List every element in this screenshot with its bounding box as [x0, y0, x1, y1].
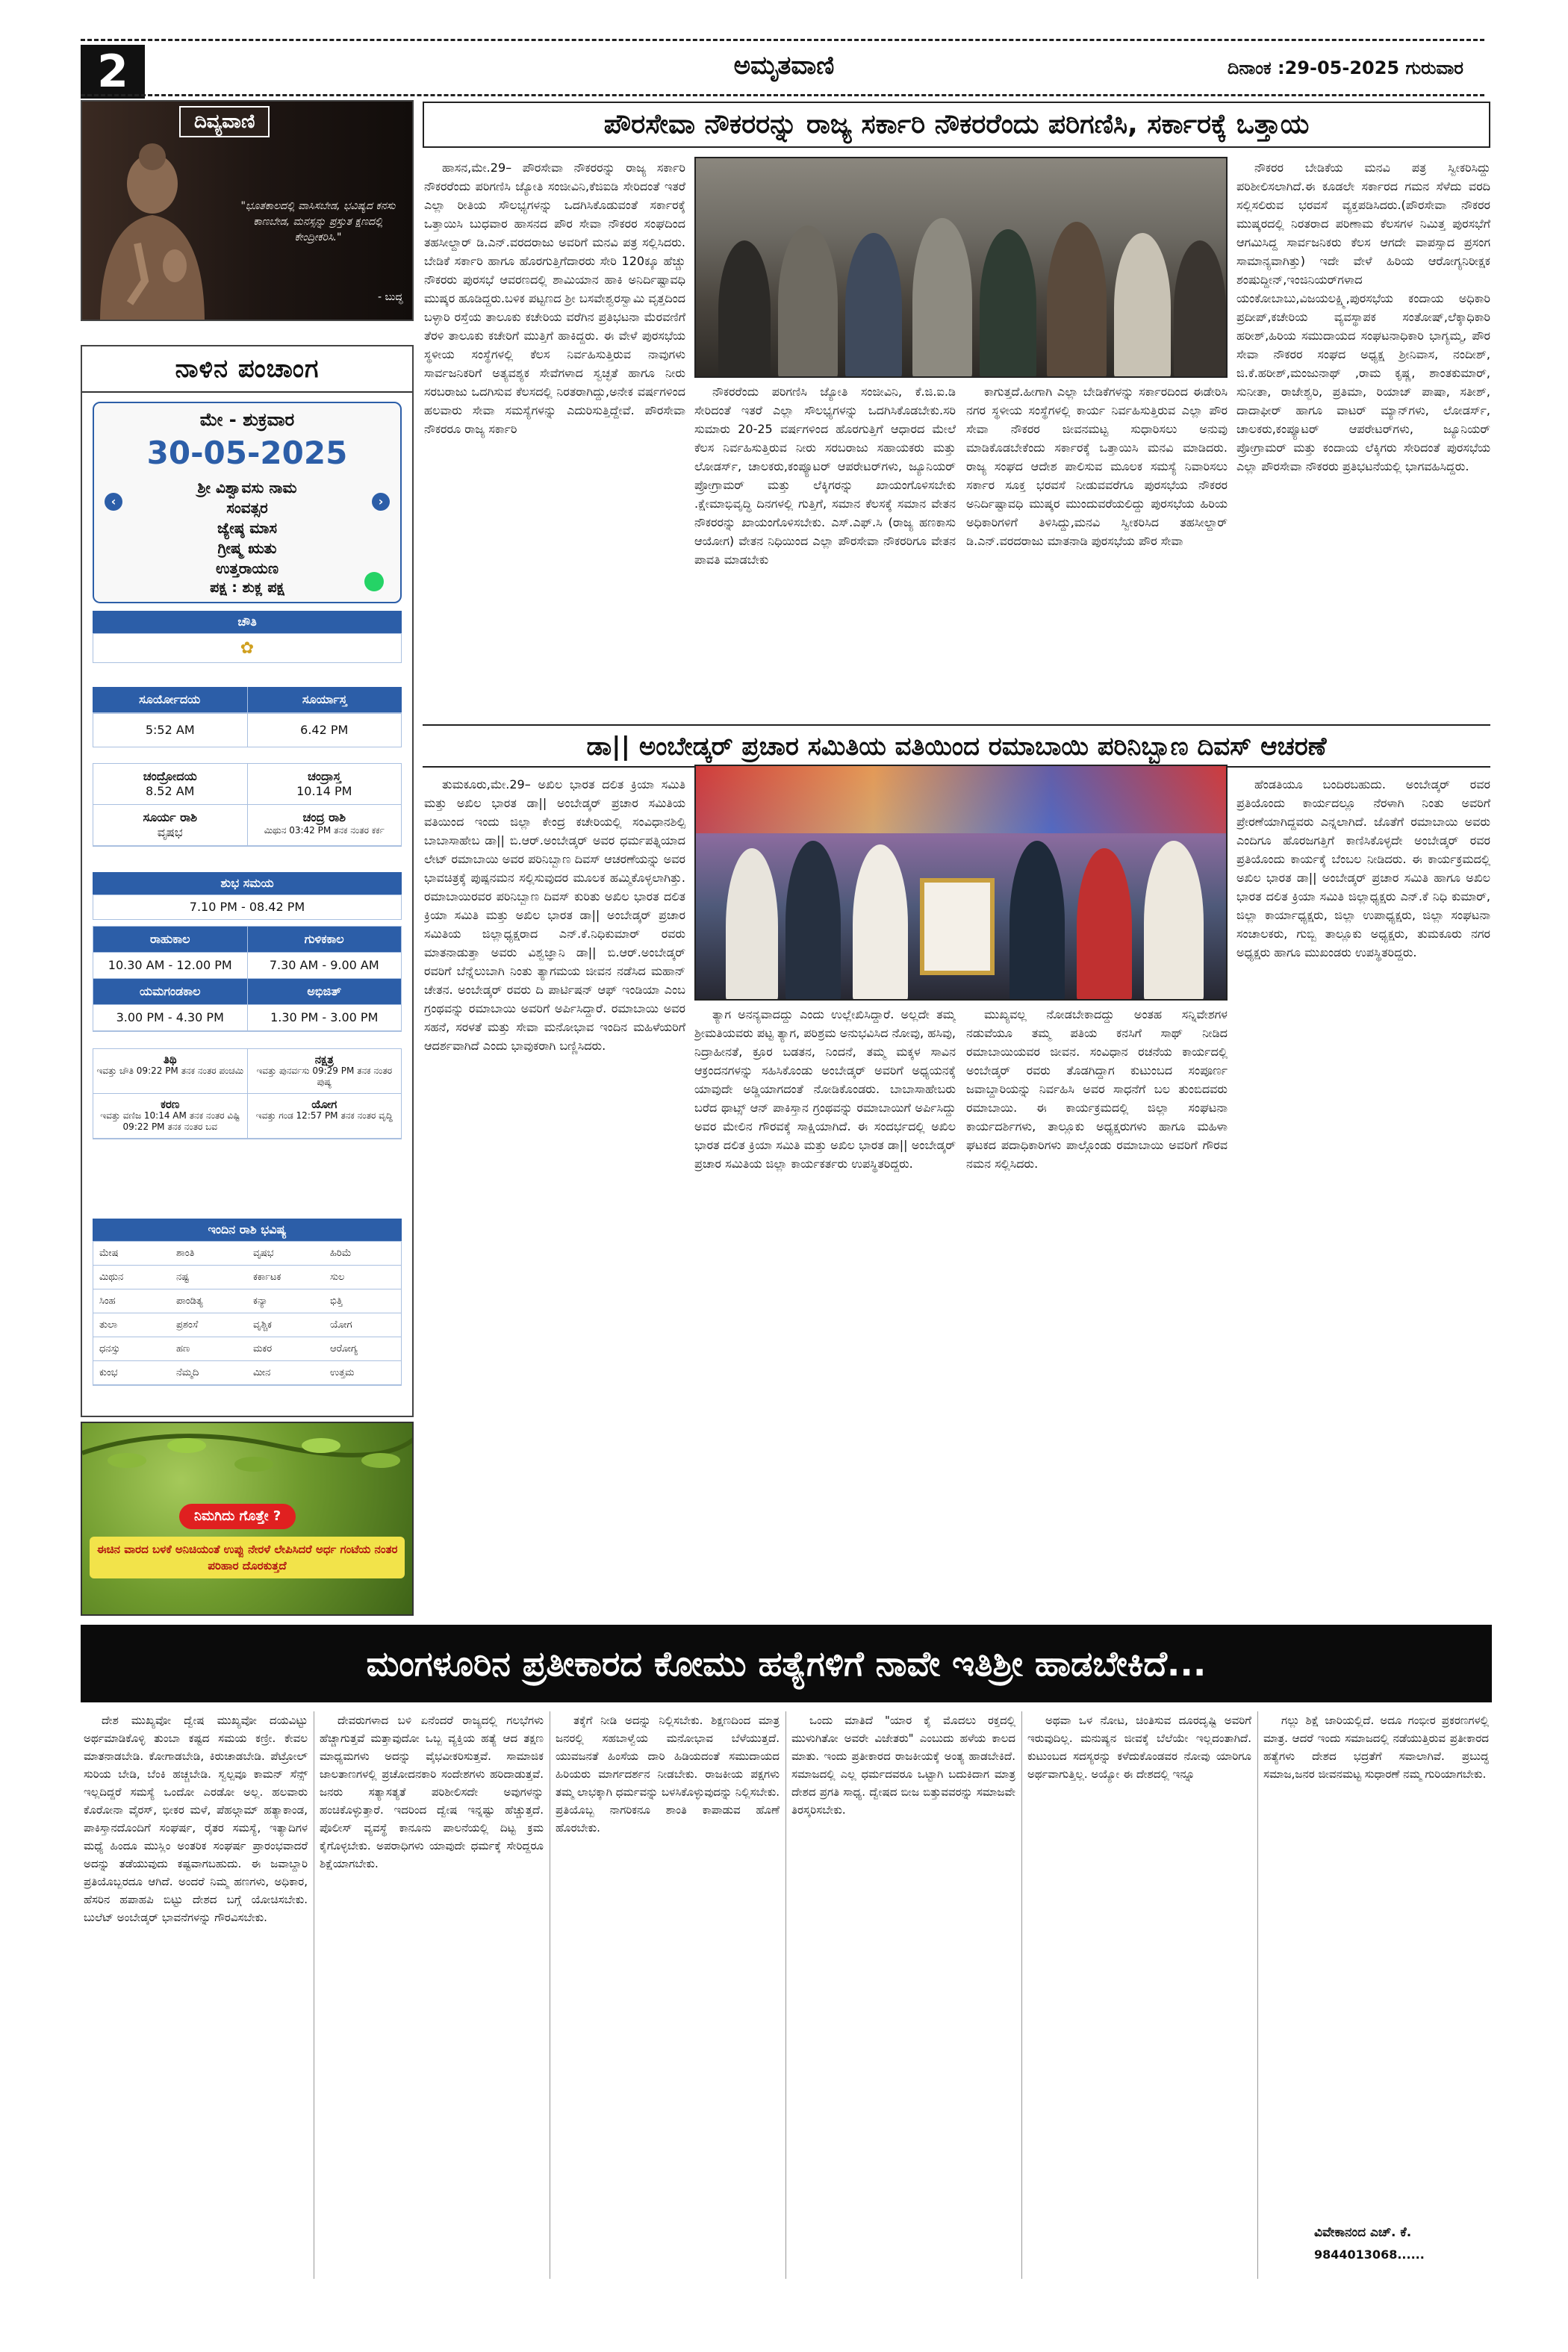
buddha-statue-image	[85, 131, 220, 321]
editorial-column-3	[556, 1711, 780, 2279]
moonset-label: ಚಂದ್ರಾಸ್ತ	[307, 769, 341, 783]
rashi-prediction: ಸುಲ	[324, 1266, 401, 1289]
editorial-column-5	[1027, 1711, 1251, 2279]
did-you-know-ad	[81, 1422, 414, 1616]
rashi-prediction: ಪಾಂಡಿತ್ಯ	[170, 1289, 247, 1313]
article2-headline: ಡಾ|| ಅಂಬೇಡ್ಕರ್ ಪ್ರಚಾರ ಸಮಿತಿಯ ವತಿಯಿಂದ ರಮಾಬಾಯಿ ಪರಿನಿಬ್ಬಾಣ ದಿವಸ್ ಆಚರಣೆ	[423, 724, 1490, 768]
rashi-name: ವೃಷಭ	[247, 1242, 324, 1266]
rashi-title: ಇಂದಿನ ರಾಶಿ ಭವಿಷ್ಯ	[93, 1219, 402, 1241]
kala-table	[93, 926, 402, 1032]
previous-day-arrow-icon: ‹	[105, 493, 122, 511]
rashi-bhavishya-table	[93, 1219, 402, 1386]
shubha-samaya-table	[93, 872, 402, 920]
rashi-name: ತುಲಾ	[93, 1313, 170, 1337]
tithi-label: ಚೌತಿ	[93, 611, 402, 633]
article2-column-2	[694, 1005, 956, 1614]
divyavani-label: ದಿವ್ಯವಾಣಿ	[179, 106, 270, 137]
moonset-time: 10.14 PM	[296, 784, 352, 798]
moonrise-time: 8.52 AM	[146, 784, 195, 798]
article2-event-photo	[694, 765, 1228, 1001]
yoga-detail: ಇವತ್ತು ಗಂಡ 12:57 PM ತನಕ ನಂತರ ವೃದ್ಧಿ	[255, 1110, 393, 1121]
article1-text-2: ನೌಕರರೆಂದು ಪರಿಗಣಿಸಿ ಜ್ಯೋತಿ ಸಂಜೀವಿನಿ, ಕೆ.ಜಿ.ಐ.ಡಿ ಸೇರಿದಂತೆ ಇತರೆ ಎಲ್ಲಾ ಸೌಲಭ್ಯಗಳನ್ನು ಒದಗಿಸಿಕೊಡಬೇಕು.ಸರಿ ಸುಮಾರು 20-25 ವರ್ಷಗಳಿಂದ ಹೊರಗುತ್ತಿಗೆ ಆಧಾರದ ಮೇಲೆ ಕೆಲಸ ನಿರ್ವಹಿಸುತ್ತಿರುವ ನೀರು ಸರಬರಾಜು ಸಹಾಯಕರು ಮತ್ತು ಲೋಡರ್ಸ್, ಚಾಲಕರು,ಕಂಪ್ಯೂಟರ್ ಆಪರೇಟರ್‌ಗಳು, ಜ್ಯೂನಿಯರ್ ಪ್ರೋಗ್ರಾಮರ್ ಮತ್ತು ಲೆಕ್ಕಿಗರನ್ನು ಖಾಯಂಗೊಳಿಸಬೇಕು .ಕ್ಷೇಮಾಭಿವೃದ್ಧಿ ದಿನಗಳಲ್ಲಿ ಗುತ್ತಿಗೆ, ಸಮಾನ ಕೆಲಸಕ್ಕೆ ಸಮಾನ ವೇತನ ನೌಕರರನ್ನು ಖಾಯಂಗೊಳಿಸಬೇಕು. ಎಸ್.ಎಫ್.ಸಿ (ರಾಜ್ಯ ಹಣಕಾಸು ಆಯೋಗ) ವೇತನ ನಿಧಿಯಿಂದ ಎಲ್ಲಾ ಪೌರಸೇವಾ ನೌಕರರಿಗೂ ವೇತನ ಪಾವತಿ ಮಾಡಬೇಕು	[694, 385, 956, 567]
rashi-name: ಮಕರ	[247, 1337, 324, 1361]
yamaganda-label: ಯಮಗಂಡಕಾಲ	[93, 979, 248, 1004]
ad-text: ಈಚಿನ ವಾರದ ಬಳಕೆ ಅನಿಚಿಯಂತೆ ಉಪ್ಪು ನೇರಳೆ ಲೇಪಿಸಿದರೆ ಅರ್ಧ ಗಂಟೆಯ ನಂತರ ಪರಿಹಾರ ದೊರಕುತ್ತದೆ	[90, 1537, 405, 1578]
moon-times-table	[93, 763, 402, 847]
ayana: ಉತ್ತರಾಯಣ	[215, 559, 279, 577]
divyavani-box	[81, 100, 414, 321]
rashi-prediction: ಶಾಂತಿ	[170, 1242, 247, 1266]
gulikakala-label: ಗುಳಿಕಕಾಲ	[248, 927, 402, 952]
editorial-text-3: ತಕ್ಕೆಗೆ ನೀಡಿ ಅದನ್ನು ನಿಲ್ಲಿಸಬೇಕು. ಶಿಕ್ಷಣದಿಂದ ಮಾತ್ರ ಜನರಲ್ಲಿ ಸಹಬಾಳ್ವೆಯ ಮನೋಭಾವ ಬೆಳೆಯುತ್ತದೆ. ಯುವಜನತೆ ಹಿಂಸೆಯ ದಾರಿ ಹಿಡಿಯದಂತೆ ಸಮುದಾಯದ ಹಿರಿಯರು ಮಾರ್ಗದರ್ಶನ ನೀಡಬೇಕು. ರಾಜಕೀಯ ಪಕ್ಷಗಳು ತಮ್ಮ ಲಾಭಕ್ಕಾಗಿ ಧರ್ಮವನ್ನು ಬಳಸಿಕೊಳ್ಳುವುದನ್ನು ನಿಲ್ಲಿಸಬೇಕು. ಪ್ರತಿಯೊಬ್ಬ ನಾಗರಿಕನೂ ಶಾಂತಿ ಕಾಪಾಡುವ ಹೊಣೆ ಹೊರಬೇಕು.	[556, 1714, 780, 1835]
whatsapp-icon	[364, 572, 384, 591]
moonrise-cell	[93, 764, 248, 804]
sunrise-label: ಸೂರ್ಯೋದಯ	[93, 687, 248, 712]
rashi-name: ವೃಶ್ಚಿಕ	[247, 1313, 324, 1337]
article2-column-3	[966, 1005, 1228, 1614]
sun-times-table	[93, 687, 402, 747]
issue-date: ದಿನಾಂಕ :29-05-2025 ಗುರುವಾರ	[1227, 57, 1463, 78]
leaves-image	[82, 1423, 414, 1505]
column-divider	[1257, 1711, 1258, 2279]
article2-text-4: ಹೆಂಡತಿಯೂ ಬಂದಿರಬಹುದು. ಅಂಬೇಡ್ಕರ್ ರವರ ಪ್ರತಿಯೊಂದು ಕಾರ್ಯದಲ್ಲೂ ನೆರಳಾಗಿ ನಿಂತು ಅವರಿಗೆ ಪ್ರೇರಣೆಯಾಗಿದ್ದವರು ಎನ್ನಲಾಗಿದೆ. ಜೊತೆಗೆ ರಮಾಬಾಯಿ ಅವರು ಎಂದಿಗೂ ಹೊರಜಗತ್ತಿಗೆ ಕಾಣಿಸಿಕೊಳ್ಳದೇ ಅಂಬೇಡ್ಕರ್ ರವರ ಪ್ರತಿಯೊಂದು ಕಾರ್ಯಕ್ಕೆ ಬೆಂಬಲ ನೀಡಿದರು. ಈ ಕಾರ್ಯಕ್ರಮದಲ್ಲಿ ಅಖಿಲ ಭಾರತ ಡಾ|| ಅಂಬೇಡ್ಕರ್ ಪ್ರಚಾರ ಸಮಿತಿ ಹಾಗೂ ಅಖಿಲ ಭಾರತ ದಲಿತ ಕ್ರಿಯಾ ಸಮಿತಿ ಜಿಲ್ಲಾಧ್ಯಕ್ಷರು ಎನ್.ಕೆ ನಿಧಿ ಕುಮಾರ್, ಜಿಲ್ಲಾ ಕಾರ್ಯಾಧ್ಯಕ್ಷರು, ಜಿಲ್ಲಾ ಉಪಾಧ್ಯಕ್ಷರು, ಜಿಲ್ಲಾ ಸಂಘಟನಾ ಸಂಚಾಲಕರು, ಗುಬ್ಬಿ ತಾಲ್ಲೂಕು ಅಧ್ಯಕ್ಷರು, ತುಮಕೂರು ನಗರ ಅಧ್ಯಕ್ಷರು ಹಾಗೂ ಮುಖಂಡರು ಉಪಸ್ಥಿತರಿದ್ದರು.	[1236, 777, 1490, 959]
buddha-quote: "ಭೂತಕಾಲದಲ್ಲಿ ವಾಸಿಸಬೇಡ, ಭವಿಷ್ಯದ ಕನಸು ಕಾಣಬೇಡ, ಮನಸ್ಸನ್ನು ಪ್ರಸ್ತುತ ಕ್ಷಣದಲ್ಲಿ ಕೇಂದ್ರೀಕರಿಸಿ."	[240, 200, 396, 243]
yoga-head: ಯೋಗ	[311, 1098, 337, 1111]
rashi-prediction: ನೆಮ್ಮದಿ	[170, 1361, 247, 1385]
tithi-nakshatra-table	[93, 1048, 402, 1139]
editorial-headline: ಮಂಗಳೂರಿನ ಪ್ರತೀಕಾರದ ಕೋಮು ಹತ್ಯೆಗಳಿಗೆ ನಾವೇ ಇತಿಶ್ರೀ ಹಾಡಬೇಕಿದೆ...	[81, 1625, 1492, 1702]
tithi-banner	[93, 611, 402, 663]
rashi-prediction: ಹಿರಿಮೆ	[324, 1242, 401, 1266]
article2-text-1: ತುಮಕೂರು,ಮೇ.29– ಅಖಿಲ ಭಾರತ ದಲಿತ ಕ್ರಿಯಾ ಸಮಿತಿ ಮತ್ತು ಅಖಿಲ ಭಾರತ ಡಾ|| ಅಂಬೇಡ್ಕರ್ ಪ್ರಚಾರ ಸಮಿತಿಯ ವತಿಯಿಂದ ಇಂದು ಜಿಲ್ಲಾ ಕೇಂದ್ರ ಕಚೇರಿಯಲ್ಲಿ ಸಂವಿಧಾನಶಿಲ್ಪಿ ಬಾಬಾಸಾಹೇಬ ಡಾ|| ಬಿ.ಆರ್.ಅಂಬೇಡ್ಕರ್ ಅವರ ಧರ್ಮಪತ್ನಿಯಾದ ಲೇಟ್ ರಮಾಬಾಯಿ ಅವರ ಪರಿನಿಬ್ಬಾಣ ದಿವಸ್ ಆಚರಣೆಯನ್ನು ಅವರ ಭಾವಚಿತ್ರಕ್ಕೆ ಪುಷ್ಪನಮನ ಸಲ್ಲಿಸುವುದರ ಮೂಲಕ ಹಮ್ಮಿಕೊಳ್ಳಲಾಗಿತ್ತು. ರಮಾಬಾಯಿರವರ ಪರಿನಿಬ್ಬಾಣ ದಿವಸ್ ಕುರಿತು ಅಖಿಲ ಭಾರತ ದಲಿತ ಕ್ರಿಯಾ ಸಮಿತಿ ಮತ್ತು ಅಖಿಲ ಭಾರತ ಡಾ|| ಅಂಬೇಡ್ಕರ್ ಪ್ರಚಾರ ಸಮಿತಿಯ ಜಿಲ್ಲಾಧ್ಯಕ್ಷರಾದ ಎನ್.ಕೆ.ನಿಧಿಕುಮಾರ್ ರವರು ಮಾತನಾಡುತ್ತಾ ಅವರು ವಿಶ್ವಜ್ಞಾನಿ ಡಾ|| ಬಿ.ಆರ್.ಅಂಬೇಡ್ಕರ್ ರವರಿಗೆ ಬೆನ್ನೆಲುಬಾಗಿ ನಿಂತು ತ್ಯಾಗಮಯ ಜೀವನ ನಡೆಸಿದ ಮಹಾನ್ ಚೇತನ. ಅಂಬೇಡ್ಕರ್ ರವರು ದಿ ಪಾರ್ಟಿಷನ್ ಆಫ್ ಇಂಡಿಯಾ ಎಂಬ ಗ್ರಂಥವನ್ನು ರಮಾಬಾಯಿ ಅವರಿಗೆ ಅರ್ಪಿಸಿದ್ದಾರೆ. ರಮಾಬಾಯಿ ಅವರ ಸಹನೆ, ಸರಳತೆ ಮತ್ತು ಸೇವಾ ಮನೋಭಾವ ಇಂದಿನ ಮಹಿಳೆಯರಿಗೆ ಆದರ್ಶವಾಗಿದೆ ಎಂದು ಭಾವುಕರಾಗಿ ಬಣ್ಣಿಸಿದರು.	[424, 777, 685, 1053]
tithi-head: ತಿಥಿ	[163, 1053, 177, 1066]
tithi-detail: ಇವತ್ತು ಚೌತಿ 09:22 PM ತನಕ ನಂತರ ಪಂಚಮಿ	[96, 1065, 244, 1076]
editorial-column-4	[791, 1711, 1015, 2279]
article1-protest-photo	[694, 157, 1228, 378]
abhijit-label: ಅಭಿಜಿತ್	[248, 979, 402, 1004]
did-you-know-badge: ನಿಮಗಿದು ಗೊತ್ತೇ ?	[179, 1504, 296, 1529]
ganesha-icon: ✿	[93, 633, 402, 663]
rama-bai-portrait	[920, 878, 995, 975]
editorial-column-6	[1263, 1711, 1489, 2197]
article1-column-4	[1236, 158, 1490, 717]
nakshatra-cell	[248, 1049, 402, 1093]
next-day-arrow-icon: ›	[372, 493, 390, 511]
karana-head: ಕರಣ	[161, 1098, 180, 1111]
rashi-prediction: ಯೋಗ	[324, 1313, 401, 1337]
shubha-time: 7.10 PM - 08.42 PM	[93, 895, 402, 920]
karana-detail: ಇವತ್ತು ವಣಿಜ 10:14 AM ತನಕ ನಂತರ ವಿಷ್ಟಿ 09:22 PM ತನಕ ನಂತರ ಬವ	[100, 1110, 240, 1132]
moonrise-label: ಚಂದ್ರೋದಯ	[143, 769, 197, 783]
shubha-label: ಶುಭ ಸಮಯ	[93, 872, 402, 895]
moonset-cell	[248, 764, 402, 804]
rashi-prediction: ಉತ್ತಮ	[324, 1361, 401, 1385]
panchanga-box	[81, 345, 414, 1417]
paksha: ಪಕ್ಷ : ಶುಕ್ಲ ಪಕ್ಷ	[210, 579, 284, 596]
chandra-rashi-cell	[248, 805, 402, 845]
karana-cell	[93, 1094, 248, 1138]
sunset-label: ಸೂರ್ಯಾಸ್ತ	[248, 687, 402, 712]
samvatsara-label: ಸಂವತ್ಸರ	[226, 499, 268, 517]
chandra-rashi-label: ಚಂದ್ರ ರಾಶಿ	[302, 810, 346, 824]
newspaper-title: ಅಮೃತವಾಣಿ	[733, 51, 835, 81]
column-divider	[785, 1711, 786, 2279]
calendar-details	[94, 478, 400, 579]
abhijit-time: 1.30 PM - 3.00 PM	[270, 1010, 379, 1024]
rahukala-time: 10.30 AM - 12.00 PM	[93, 953, 248, 978]
article1-headline: ಪೌರಸೇವಾ ನೌಕರರನ್ನು ರಾಜ್ಯ ಸರ್ಕಾರಿ ನೌಕರರೆಂದು ಪರಿಗಣಿಸಿ, ಸರ್ಕಾರಕ್ಕೆ ಒತ್ತಾಯ	[423, 102, 1490, 148]
rashi-name: ಮಿಥುನ	[93, 1266, 170, 1289]
nakshatra-head: ನಕ್ಷತ್ರ	[314, 1053, 334, 1066]
gulikakala-time: 7.30 AM - 9.00 AM	[269, 958, 379, 972]
rashi-name: ಧನಸ್ಸು	[93, 1337, 170, 1361]
article1-column-3	[966, 382, 1228, 717]
panchanga-calendar-card	[93, 402, 402, 603]
article2-text-2: ತ್ಯಾಗ ಅನನ್ಯವಾದದ್ದು ಎಂದು ಉಲ್ಲೇಖಿಸಿದ್ದಾರೆ. ಅಲ್ಲದೇ ತಮ್ಮ ಶ್ರೀಮತಿಯವರು ಪಟ್ಟ ತ್ಯಾಗ, ಪರಿಶ್ರಮ ಅನುಭವಿಸಿದ ನೋವು, ಹಸಿವು, ನಿದ್ರಾಹೀನತೆ, ಕ್ರೂರ ಬಡತನ, ನಿಂದನೆ, ತಮ್ಮ ಮಕ್ಕಳ ಸಾವಿನ ಆಕ್ರಂದನಗಳನ್ನು ಸಹಿಸಿಕೊಂಡು ಅಂಬೇಡ್ಕರ್ ಅವರಿಗೆ ಅಧ್ಯಯನಕ್ಕೆ ಯಾವುದೇ ಅಡ್ಡಿಯಾಗದಂತೆ ನೋಡಿಕೊಂಡರು. ಬಾಬಾಸಾಹೇಬರು ಬರೆದ ಥಾಟ್ಸ್ ಆನ್ ಪಾಕಿಸ್ತಾನ ಗ್ರಂಥವನ್ನು ರಮಾಬಾಯಿಗೆ ಅರ್ಪಿಸಿದ್ದು ಅವರ ಮೇಲಿನ ಗೌರವಕ್ಕೆ ಸಾಕ್ಷಿಯಾಗಿದೆ. ಈ ಸಂದರ್ಭದಲ್ಲಿ ಅಖಿಲ ಭಾರತ ದಲಿತ ಕ್ರಿಯಾ ಸಮಿತಿ ಮತ್ತು ಅಖಿಲ ಭಾರತ ಡಾ|| ಅಂಬೇಡ್ಕರ್ ಪ್ರಚಾರ ಸಮಿತಿಯ ಜಿಲ್ಲಾ ಕಾರ್ಯಕರ್ತರು ಉಪಸ್ಥಿತರಿದ್ದರು.	[694, 1007, 956, 1171]
quote-author: - ಬುದ್ಧ	[378, 291, 403, 303]
top-dashed-rule	[81, 39, 1484, 41]
panchanga-title: ನಾಳಿನ ಪಂಚಾಂಗ	[82, 346, 412, 393]
sunset-time: 6.42 PM	[300, 723, 349, 737]
rashi-prediction: ಭಿತ್ತಿ	[324, 1289, 401, 1313]
rashi-name: ಕನ್ಯಾ	[247, 1289, 324, 1313]
author-phone: 9844013068......	[1314, 2247, 1425, 2262]
rashi-name: ಮೀನ	[247, 1361, 324, 1385]
article1-column-1	[424, 158, 685, 717]
tithi-cell	[93, 1049, 248, 1093]
rashi-grid	[93, 1241, 402, 1386]
article2-text-3: ಮುಖ್ಯವಲ್ಲ ನೋಡಬೇಕಾದದ್ದು ಅಂತಹ ಸನ್ನಿವೇಶಗಳ ನಡುವೆಯೂ ತಮ್ಮ ಪತಿಯ ಕನಸಿಗೆ ಸಾಥ್ ನೀಡಿದ ರಮಾಬಾಯಿಯವರ ಜೀವನ. ಸಂವಿಧಾನ ರಚನೆಯ ಕಾರ್ಯದಲ್ಲಿ ಅಂಬೇಡ್ಕರ್ ರವರು ತೊಡಗಿದ್ದಾಗ ಕುಟುಂಬದ ಸಂಪೂರ್ಣ ಜವಾಬ್ದಾರಿಯನ್ನು ನಿರ್ವಹಿಸಿ ಅವರ ಸಾಧನೆಗೆ ಬಲ ತುಂಬಿದವರು ರಮಾಬಾಯಿ. ಈ ಕಾರ್ಯಕ್ರಮದಲ್ಲಿ ಜಿಲ್ಲಾ ಸಂಘಟನಾ ಕಾರ್ಯದರ್ಶಿಗಳು, ತಾಲ್ಲೂಕು ಅಧ್ಯಕ್ಷರುಗಳು ಹಾಗೂ ಮಹಿಳಾ ಘಟಕದ ಪದಾಧಿಕಾರಿಗಳು ಪಾಲ್ಗೊಂಡು ರಮಾಬಾಯಿ ಅವರಿಗೆ ಗೌರವ ನಮನ ಸಲ್ಲಿಸಿದರು.	[966, 1007, 1228, 1171]
article1-text-4: ನೌಕರರ ಬೇಡಿಕೆಯ ಮನವಿ ಪತ್ರ ಸ್ವೀಕರಿಸಿದ್ದು ಪರಿಶೀಲಿಸಲಾಗಿದೆ.ಈ ಕೂಡಲೇ ಸರ್ಕಾರದ ಗಮನ ಸೆಳೆದು ವರದಿ ಸಲ್ಲಿಸಲಿರುವ ಭರವಸೆ ವ್ಯಕ್ತಪಡಿಸಿದರು.(ಪೌರಸೇವಾ ನೌಕರರ ಮುಷ್ಕರದಲ್ಲಿ ನಿರತರಾದ ಪರಿಣಾಮ ಕೆಲಸಗಳ ನಿಮಿತ್ತ ಪುರಸಭೆಗೆ ಆಗಮಿಸಿದ್ದ ಸಾರ್ವಜನಿಕರು ಕೆಲಸ ಆಗದೇ ವಾಪಸ್ಸಾದ ಪ್ರಸಂಗ ಸಾಮಾನ್ಯವಾಗಿತ್ತು) ಇದೇ ವೇಳೆ ಹಿರಿಯ ಆರೋಗ್ಯನಿರೀಕ್ಷಕ ಶಂಷುದ್ದೀನ್,ಇಂಜಿನಿಯರ್‌ಗಳಾದ ಯಂಕೋಬಾಬು,ವಿಜಯಲಕ್ಷ್ಮಿ,ಪುರಸಭೆಯ ಕಂದಾಯ ಅಧಿಕಾರಿ ಪ್ರದೀಪ್,ಕಚೇರಿಯ ವ್ಯವಸ್ಥಾಪಕ ಸಂತೋಷ್,ಲೆಕ್ಕಾಧಿಕಾರಿ ಹರೀಶ್,ಹಿರಿಯ ಸಮುದಾಯದ ಸಂಘಟನಾಧಿಕಾರಿ ಭಾಗ್ಯಮ್ಮ, ಪೌರ ಸೇವಾ ನೌಕರರ ಸಂಘದ ಅಧ್ಯಕ್ಷ ಶ್ರೀನಿವಾಸ, ನಂದೀಶ್, ಜಿ.ಕೆ.ಹರೀಶ್,ಮಂಜುನಾಥ್ ,ರಾಮ ಕೃಷ್ಣ, ಶಾಂತಕುಮಾರ್, ಸುನೀತಾ, ರಾಜೇಶ್ವರಿ, ಪ್ರತಿಮಾ, ರಿಯಾಜ್ ಪಾಷಾ, ಸತೀಶ್, ದಾದಾಫೀರ್ ಹಾಗೂ ವಾಟರ್ ಮ್ಯಾನ್‌ಗಳು, ಲೋಡರ್ಸ್, ಚಾಲಕರು,ಕಂಪ್ಯೂಟರ್ ಆಪರೇಟರ್‌ಗಳು, ಜ್ಯೂನಿಯರ್ ಪ್ರೋಗ್ರಾಮರ್ ಮತ್ತು ಕಂದಾಯ ಲೆಕ್ಕಿಗರು ಸೇರಿದಂತೆ ಪುರಸಭೆಯ ಎಲ್ಲಾ ಪೌರಸೇವಾ ನೌಕರರು ಪ್ರತಿಭಟನೆಯಲ್ಲಿ ಭಾಗವಹಿಸಿದ್ದರು.	[1236, 161, 1490, 473]
article1-column-2	[694, 382, 956, 717]
editorial-column-2	[320, 1711, 544, 2279]
editorial-text-4: ಒಂದು ಮಾತಿದೆ "ಯಾರ ಕೈ ಮೊದಲು ರಕ್ತದಲ್ಲಿ ಮುಳುಗಿತೋ ಅವರೇ ವಿಜೇತರು" ಎಂಬುದು ಹಳೆಯ ಕಾಲದ ಮಾತು. ಇಂದು ಪ್ರತೀಕಾರದ ರಾಜಕೀಯಕ್ಕೆ ಅಂತ್ಯ ಹಾಡಬೇಕಿದೆ. ಸಮಾಜದಲ್ಲಿ ಎಲ್ಲ ಧರ್ಮದವರೂ ಒಟ್ಟಾಗಿ ಬದುಕಿದಾಗ ಮಾತ್ರ ದೇಶದ ಪ್ರಗತಿ ಸಾಧ್ಯ. ದ್ವೇಷದ ಬೀಜ ಬಿತ್ತುವವರನ್ನು ಸಮಾಜವೇ ತಿರಸ್ಕರಿಸಬೇಕು.	[791, 1714, 1015, 1817]
rashi-name: ಸಿಂಹ	[93, 1289, 170, 1313]
rashi-prediction: ಪ್ರಶಂಸೆ	[170, 1313, 247, 1337]
editorial-author: ವಿವೇಕಾನಂದ ಎಚ್. ಕೆ.	[1314, 2225, 1412, 2240]
rashi-name: ಮೇಷ	[93, 1242, 170, 1266]
page-number: 2	[81, 45, 145, 99]
surya-rashi: ವೃಷಭ	[157, 825, 183, 839]
rashi-prediction: ಆರೋಗ್ಯ	[324, 1337, 401, 1361]
chandra-rashi: ಮಿಥುನ 03:42 PM ತನಕ ನಂತರ ಕರ್ಕ	[264, 825, 385, 836]
article1-text-1: ಹಾಸನ,ಮೇ.29– ಪೌರಸೇವಾ ನೌಕರರನ್ನು ರಾಜ್ಯ ಸರ್ಕಾರಿ ನೌಕರರೆಂದು ಪರಿಗಣಿಸಿ ಜ್ಯೋತಿ ಸಂಜೀವಿನಿ,ಕೆಜಿಐಡಿ ಸೇರಿದಂತೆ ಇತರೆ ಎಲ್ಲಾ ರೀತಿಯ ಸೌಲಭ್ಯಗಳನ್ನು ಒದಗಿಸಿಕೊಡುವಂತೆ ಸರ್ಕಾರಕ್ಕೆ ಒತ್ತಾಯಿಸಿ ಬುಧವಾರ ಹಾಸನದ ಪೌರ ಸೇವಾ ನೌಕರರ ಸಂಘದಿಂದ ತಹಸೀಲ್ದಾರ್ ಡಿ.ಎನ್.ವರದರಾಜು ಅವರಿಗೆ ಮನವಿ ಪತ್ರ ಸಲ್ಲಿಸಿದರು. ಬೇಡಿಕೆ ಸರ್ಕಾರಿ ಹಾಗೂ ಹೊರಗುತ್ತಿಗೆದಾರರು ಸೇರಿ 120ಕ್ಕೂ ಹೆಚ್ಚು ನೌಕರರು ಪುರಸಭೆ ಆವರಣದಲ್ಲಿ ಶಾಮಿಯಾನ ಹಾಕಿ ಅನಿರ್ದಿಷ್ಟಾವಧಿ ಮುಷ್ಕರ ಹೂಡಿದ್ದರು.ಬಳಿಕ ಪಟ್ಟಣದ ಶ್ರೀ ಬಸವೇಶ್ವರಸ್ವಾಮಿ ವೃತ್ತದಿಂದ ಬಳ್ಳಾರಿ ರಸ್ತೆಯ ತಾಲೂಕು ಕಚೇರಿಯ ವರೆಗಿನ ಪ್ರತಿಭಟನಾ ಮೆರವಣಿಗೆ ತೆರಳಿ ತಾಲೂಕು ಕಚೇರಿಗೆ ಮುತ್ತಿಗೆ ಹಾಕಿದ್ದರು. ಈ ವೇಳೆ ಪುರಸಭೆಯ ಸ್ಥಳೀಯ ಸಂಸ್ಥೆಗಳಲ್ಲಿ ಕೆಲಸ ನಿರ್ವಹಿಸುತ್ತಿರುವ ನಾವುಗಳು ಸಾರ್ವಜನಿಕರಿಗೆ ಅತ್ಯವಶ್ಯಕ ಸೇವೆಗಳಾದ ಸ್ವಚ್ಛತೆ ಹಾಗೂ ನೀರು ಸರಬರಾಜು ಒದಗಿಸುವ ಕೆಲಸದಲ್ಲಿ ನಿರತರಾಗಿದ್ದು,ಅನೇಕ ವರ್ಷಗಳಿಂದ ಹಲವಾರು ಸೇವಾ ಸಮಸ್ಯೆಗಳನ್ನು ಎದುರಿಸುತ್ತಿದ್ದೇವೆ. ಪೌರಸೇವಾ ನೌಕರರೂ ರಾಜ್ಯ ಸರ್ಕಾರಿ	[424, 161, 685, 436]
rashi-prediction: ನಷ್ಟ	[170, 1266, 247, 1289]
masa: ಜ್ಯೇಷ್ಠ ಮಾಸ	[217, 519, 278, 537]
yoga-cell	[248, 1094, 402, 1138]
editorial-column-1	[84, 1711, 308, 2279]
rahukala-label: ರಾಹುಕಾಲ	[93, 927, 248, 952]
samvatsara-name: ಶ್ರೀ ವಿಶ್ವಾವಸು ನಾಮ	[197, 479, 297, 497]
calendar-date: 30-05-2025	[146, 435, 348, 471]
rashi-name: ಕರ್ಕಾಟಕ	[247, 1266, 324, 1289]
surya-rashi-label: ಸೂರ್ಯ ರಾಶಿ	[143, 810, 198, 824]
article1-text-3: ಕಾಗುತ್ತದೆ.ಹೀಗಾಗಿ ಎಲ್ಲಾ ಬೇಡಿಕೆಗಳನ್ನು ಸರ್ಕಾರದಿಂದ ಈಡೇರಿಸಿ ನಗರ ಸ್ಥಳೀಯ ಸಂಸ್ಥೆಗಳಲ್ಲಿ ಕಾರ್ಯ ನಿರ್ವಹಿಸುತ್ತಿರುವ ಎಲ್ಲಾ ಪೌರ ಸೇವಾ ನೌಕರರ ಜೀವನಮಟ್ಟ ಸುಧಾರಿಸಲು ಅನುವು ಮಾಡಿಕೊಡಬೇಕೆಂದು ಸರ್ಕಾರಕ್ಕೆ ಒತ್ತಾಯಿಸಿ ಮನವಿ ಮಾಡಿದರು. ರಾಜ್ಯ ಸಂಘದ ಆದೇಶ ಪಾಲಿಸುವ ಮೂಲಕ ಸಮಸ್ಯೆ ನಿವಾರಿಸಲು ಸರ್ಕಾರ ಸೂಕ್ತ ಭರವಸೆ ನೀಡುವವರೆಗೂ ಪುರಸಭೆಯ ನೌಕರರ ಅನಿರ್ದಿಷ್ಟಾವಧಿ ಮುಷ್ಕರ ಮುಂದುವರೆಯಲಿದ್ದು ಪುರಸಭೆಯ ಹಿರಿಯ ಅಧಿಕಾರಿಗಳಿಗೆ ತಿಳಿಸಿದ್ದು,ಮನವಿ ಸ್ವೀಕರಿಸಿದ ತಹಸೀಲ್ದಾರ್ ಡಿ.ಎನ್.ವರದರಾಜು ಮಾತನಾಡಿ ಪುರಸಭೆಯ ಪೌರ ಸೇವಾ	[966, 385, 1228, 548]
editorial-text-6: ಗಲ್ಲು ಶಿಕ್ಷೆ ಜಾರಿಯಲ್ಲಿದೆ. ಅದೂ ಗಂಭೀರ ಪ್ರಕರಣಗಳಲ್ಲಿ ಮಾತ್ರ. ಆದರೆ ಇಂದು ಸಮಾಜದಲ್ಲಿ ನಡೆಯುತ್ತಿರುವ ಪ್ರತೀಕಾರದ ಹತ್ಯೆಗಳು ದೇಶದ ಭದ್ರತೆಗೆ ಸವಾಲಾಗಿವೆ. ಪ್ರಬುದ್ಧ ಸಮಾಜ,ಜನರ ಜೀವನಮಟ್ಟ ಸುಧಾರಣೆ ನಮ್ಮ ಗುರಿಯಾಗಬೇಕು.	[1263, 1714, 1489, 1781]
ritu: ಗ್ರೀಷ್ಮ ಋತು	[217, 539, 277, 557]
editorial-text-5: ಅಥವಾ ಒಳ ನೋಟ, ಚಿಂತಿಸುವ ದೂರದೃಷ್ಟಿ ಅವರಿಗೆ ಇರುವುದಿಲ್ಲ. ಮನುಷ್ಯನ ಜೀವಕ್ಕೆ ಬೆಲೆಯೇ ಇಲ್ಲದಂತಾಗಿದೆ. ಕುಟುಂಬದ ಸದಸ್ಯರನ್ನು ಕಳೆದುಕೊಂಡವರ ನೋವು ಯಾರಿಗೂ ಅರ್ಥವಾಗುತ್ತಿಲ್ಲ. ಅಯ್ಯೋ ಈ ದೇಶದಲ್ಲಿ ಇನ್ನೂ	[1027, 1714, 1251, 1781]
calendar-month-day: ಮೇ - ಶುಕ್ರವಾರ	[199, 409, 295, 430]
rashi-name: ಕುಂಭ	[93, 1361, 170, 1385]
sunrise-time: 5:52 AM	[93, 714, 248, 747]
article2-column-4	[1236, 775, 1490, 1614]
surya-rashi-cell	[93, 805, 248, 845]
editorial-text-2: ದೇವರುಗಳಾದ ಬಳಿ ಏನೆಂದರೆ ರಾಜ್ಯದಲ್ಲಿ ಗಲಭೆಗಳು ಹೆಚ್ಚಾಗುತ್ತವೆ ಮತ್ತಾವುದೋ ಒಬ್ಬ ವ್ಯಕ್ತಿಯ ಹತ್ಯೆ ಆದ ತಕ್ಷಣ ಮಾಧ್ಯಮಗಳು ಅದನ್ನು ವೈಭವೀಕರಿಸುತ್ತವೆ. ಸಾಮಾಜಿಕ ಜಾಲತಾಣಗಳಲ್ಲಿ ಪ್ರಚೋದನಕಾರಿ ಸಂದೇಶಗಳು ಹರಿದಾಡುತ್ತವೆ. ಜನರು ಸತ್ಯಾಸತ್ಯತೆ ಪರಿಶೀಲಿಸದೇ ಅವುಗಳನ್ನು ಹಂಚಿಕೊಳ್ಳುತ್ತಾರೆ. ಇದರಿಂದ ದ್ವೇಷ ಇನ್ನಷ್ಟು ಹೆಚ್ಚುತ್ತದೆ. ಪೊಲೀಸ್ ವ್ಯವಸ್ಥೆ ಕಾನೂನು ಪಾಲನೆಯಲ್ಲಿ ದಿಟ್ಟ ಕ್ರಮ ಕೈಗೊಳ್ಳಬೇಕು. ಅಪರಾಧಿಗಳು ಯಾವುದೇ ಧರ್ಮಕ್ಕೆ ಸೇರಿದ್ದರೂ ಶಿಕ್ಷೆಯಾಗಬೇಕು.	[320, 1714, 544, 1870]
masthead-dashed-rule	[81, 94, 1484, 96]
yamaganda-time: 3.00 PM - 4.30 PM	[93, 1005, 248, 1030]
editorial-text-1: ದೇಶ ಮುಖ್ಯವೋ ದ್ವೇಷ ಮುಖ್ಯವೋ ದಯವಿಟ್ಟು ಅರ್ಥಮಾಡಿಕೊಳ್ಳಿ ತುಂಬಾ ಕಷ್ಟದ ಸಮಯ ಕಣ್ರೀ. ಕೇವಲ ಮಾತನಾಡಬೇಡಿ. ಕೋಗಾಡಬೇಡಿ, ಕಿರುಚಾಡಬೇಡಿ. ಪೆಟ್ರೋಲ್ ಸುರಿಯ ಬೇಡಿ, ಬೆಂಕಿ ಹಚ್ಚಬೇಡಿ. ಸ್ವಲ್ಪವೂ ಕಾಮನ್ ಸೆನ್ಸ್ ಇಲ್ಲದಿದ್ದರೆ ಸಮಸ್ಯೆ ಒಂದೋ ಎರಡೋ ಅಲ್ಲ. ಹಲವಾರು ಕೊರೋನಾ ವೈರಸ್, ಭೀಕರ ಮಳೆ, ಪೆಹಲ್ಗಾಮ್ ಹತ್ಯಾಕಾಂಡ, ಪಾಕಿಸ್ತಾನದೊಂದಿಗೆ ಸಂಘರ್ಷ, ರೈತರ ಸಮಸ್ಯೆ, ಇತ್ಯಾದಿಗಳ ಮಧ್ಯೆ ಹಿಂದೂ ಮುಸ್ಲಿಂ ಅಂತರಿಕ ಸಂಘರ್ಷ ಪ್ರಾರಂಭವಾದರೆ ಅದನ್ನು ತಡೆಯುವುದು ಕಷ್ಟವಾಗಬಹುದು. ಈ ಜವಾಬ್ದಾರಿ ಪ್ರತಿಯೊಬ್ಬರದೂ ಆಗಿದೆ. ಅಂದರೆ ನಿಮ್ಮ ಹಣಗಳು, ಅಧಿಕಾರ, ಹೆಸರಿನ ಹಪಾಹಪಿ ಬಿಟ್ಟು ದೇಶದ ಬಗ್ಗೆ ಯೋಚಿಸಬೇಕು. ಬುಲೆಟ್ ಅಂಬೇಡ್ಕರ್ ಭಾವನೆಗಳನ್ನು ಗೌರವಿಸಬೇಕು.	[84, 1714, 308, 1924]
rashi-prediction: ಹಣ	[170, 1337, 247, 1361]
column-divider	[1021, 1711, 1022, 2279]
nakshatra-detail: ಇವತ್ತು ಪುನರ್ವಸು 09:29 PM ತನಕ ನಂತರ ಪುಷ್ಯ	[256, 1065, 393, 1087]
article2-column-1	[424, 775, 685, 1614]
